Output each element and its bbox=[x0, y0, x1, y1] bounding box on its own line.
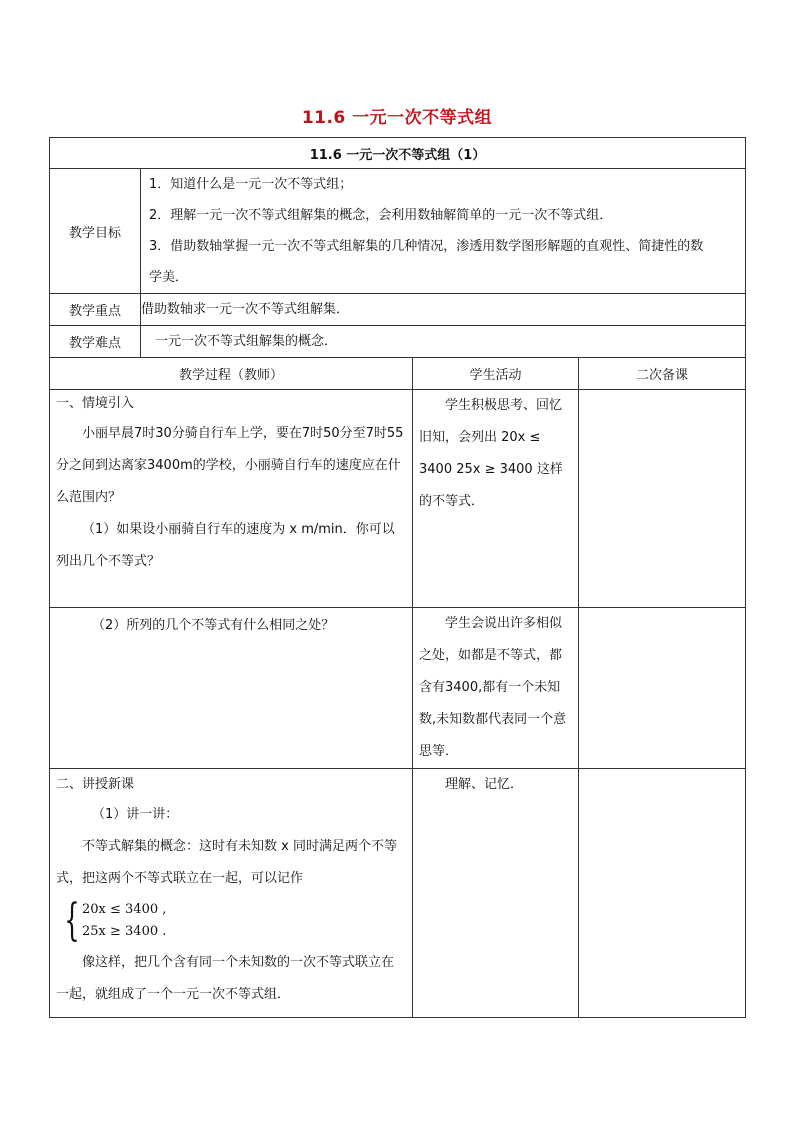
key-point-text: 借助数轴求一元一次不等式组解集． bbox=[141, 294, 746, 326]
key-point-row bbox=[50, 294, 746, 326]
section-intro-student bbox=[413, 390, 579, 608]
section-title: 一、情境引入 bbox=[56, 396, 135, 411]
notes-header: 二次备课 bbox=[579, 358, 746, 390]
key-point-label: 教学重点 bbox=[50, 294, 141, 326]
question-2: （2）所列的几个不等式有什么相同之处？ bbox=[92, 618, 335, 633]
section-new-process bbox=[50, 769, 413, 1018]
section-new-notes bbox=[579, 769, 746, 1018]
student-activity-text: 理解、记忆． bbox=[445, 777, 524, 792]
objective-item: 3．借助数轴掌握一元一次不等式组解集的几种情况，渗透用数学图形解题的直观性、简捷性的数 bbox=[149, 239, 704, 254]
objective-item: 2．理解一元一次不等式组解集的概念，会利用数轴解简单的一元一次不等式组． bbox=[149, 208, 613, 223]
objective-item: 1．知道什么是一元一次不等式组； bbox=[149, 177, 353, 192]
inequality-line: 25x ≥ 3400 . bbox=[82, 924, 167, 939]
objectives-content bbox=[141, 169, 746, 294]
brace-symbol: { bbox=[64, 895, 80, 946]
section-title: 二、讲授新课 bbox=[56, 777, 135, 792]
section-compare-notes bbox=[579, 608, 746, 769]
student-header: 学生活动 bbox=[413, 358, 579, 390]
lesson-plan-table bbox=[49, 137, 746, 1018]
concept-paragraph: 不等式解集的概念：这时有未知数 x 同时满足两个不等式，把这两个不等式联立在一起，可以记作 bbox=[56, 839, 397, 886]
section-new-row bbox=[50, 769, 746, 1018]
scenario-paragraph: 小丽早晨7时30分骑自行车上学，要在7时50分至7时55分之间到达离家3400m的学校，小丽骑自行车的速度应在什么范围内？ bbox=[56, 426, 404, 505]
inequality-lines bbox=[82, 899, 166, 943]
objectives-label: 教学目标 bbox=[50, 169, 141, 294]
process-header: 教学过程（教师） bbox=[50, 358, 413, 390]
difficulty-row bbox=[50, 326, 746, 358]
inequality-line: 20x ≤ 3400 , bbox=[82, 902, 167, 917]
student-activity-text: 学生积极思考、回忆旧知，会列出 20x ≤ 3400 25x ≥ 3400 这样的不等式． bbox=[419, 398, 563, 509]
page-title: 11.6 一元一次不等式组 bbox=[301, 108, 493, 128]
section-intro-row bbox=[50, 390, 746, 608]
student-activity-text: 学生会说出许多相似之处，如都是不等式，都含有3400,都有一个未知数,未知数都代表同一个意思等． bbox=[419, 616, 567, 759]
inequality-system bbox=[50, 895, 412, 947]
conclusion-paragraph: 像这样，把几个含有同一个未知数的一次不等式联立在一起，就组成了一个一元一次不等式组． bbox=[56, 955, 395, 1002]
difficulty-text: 一元一次不等式组解集的概念． bbox=[141, 326, 746, 358]
section-new-student bbox=[413, 769, 579, 1018]
objectives-row bbox=[50, 169, 746, 294]
section-compare-student bbox=[413, 608, 579, 769]
question-1: （1）如果设小丽骑自行车的速度为 x m/min．你可以列出几个不等式？ bbox=[56, 522, 395, 569]
lesson-subtitle: 11.6 一元一次不等式组（1） bbox=[50, 138, 746, 169]
section-compare-process bbox=[50, 608, 413, 769]
sub-heading: （1）讲一讲： bbox=[92, 807, 179, 822]
objective-item: 学美． bbox=[149, 270, 189, 285]
section-intro-notes bbox=[579, 390, 746, 608]
difficulty-label: 教学难点 bbox=[50, 326, 141, 358]
subtitle-row bbox=[50, 138, 746, 169]
section-intro-process bbox=[50, 390, 413, 608]
column-header-row bbox=[50, 358, 746, 390]
section-compare-row bbox=[50, 608, 746, 769]
